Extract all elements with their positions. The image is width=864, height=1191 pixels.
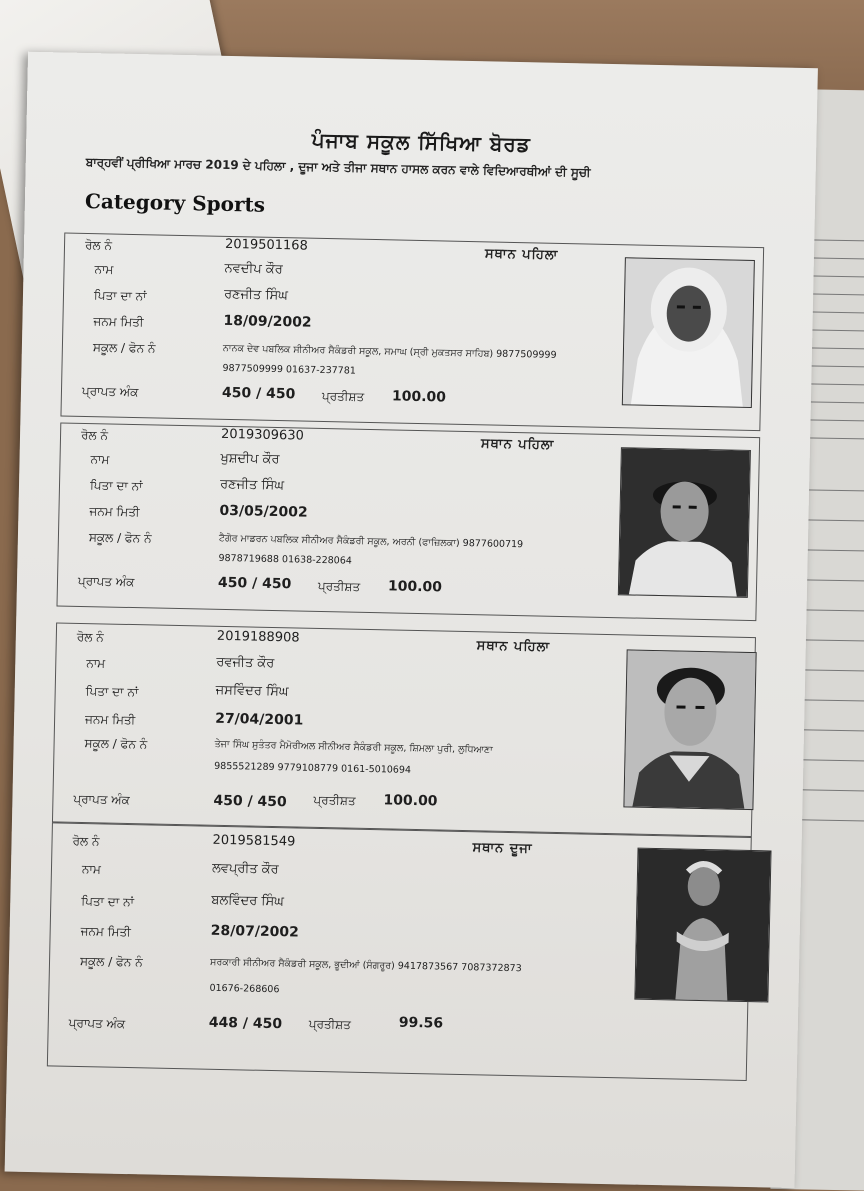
student-card bbox=[56, 422, 760, 621]
name-label: ਨਾਮ bbox=[86, 656, 106, 671]
marks: 450 / 450 bbox=[213, 792, 287, 811]
roll-label: ਰੋਲ ਨੰ bbox=[72, 833, 100, 849]
rank: ਸਥਾਨ ਦੂਜਾ bbox=[472, 840, 533, 857]
phone: 9877509999 01637-237781 bbox=[222, 362, 356, 377]
student-name: ਰਵਜੀਤ ਕੌਰ bbox=[216, 654, 275, 672]
student-card bbox=[52, 622, 756, 837]
marks-label: ਪ੍ਰਾਪਤ ਅੰਕ bbox=[68, 1015, 126, 1031]
roll-number: 2019188908 bbox=[216, 628, 300, 646]
dob-label: ਜਨਮ ਮਿਤੀ bbox=[89, 504, 140, 520]
school-label: ਸਕੂਲ / ਫੋਨ ਨੰ bbox=[79, 954, 143, 970]
father-label: ਪਿਤਾ ਦਾ ਨਾਂ bbox=[85, 684, 139, 700]
student-card bbox=[47, 822, 752, 1081]
student-name: ਖੁਸ਼ਦੀਪ ਕੌਰ bbox=[220, 450, 280, 468]
phone: 9855521289 9779108779 0161-5010694 bbox=[214, 760, 412, 776]
marks: 450 / 450 bbox=[221, 384, 296, 403]
list-subtitle: ਬਾਰ੍ਹਵੀਂ ਪ੍ਰੀਖਿਆ ਮਾਰਚ 2019 ਦੇ ਪਹਿਲਾ , ਦੂਜਾ ਅਤੇ ਤੀਜਾ ਸਥਾਨ ਹਾਸਲ ਕਰਨ ਵਾਲੇ ਵਿਦਿਆਰਥੀਆਂ ਦੀ ਸੂਚੀ bbox=[85, 154, 591, 180]
dob: 18/09/2002 bbox=[223, 312, 312, 331]
rank: ਸਥਾਨ ਪਹਿਲਾ bbox=[476, 638, 551, 655]
father-name: ਬਲਵਿੰਦਰ ਸਿੰਘ bbox=[211, 892, 285, 910]
student-photo bbox=[622, 257, 755, 408]
percent: 100.00 bbox=[383, 792, 438, 810]
percent-label: ਪ੍ਰਤੀਸ਼ਤ bbox=[321, 388, 365, 404]
marks: 448 / 450 bbox=[208, 1014, 283, 1033]
percent-label: ਪ੍ਰਤੀਸ਼ਤ bbox=[308, 1016, 352, 1032]
phone: 9878719688 01638-228064 bbox=[218, 552, 352, 567]
father-name: ਜਸਵਿੰਦਰ ਸਿੰਘ bbox=[215, 682, 289, 700]
name-label: ਨਾਮ bbox=[81, 862, 101, 877]
student-photo bbox=[618, 447, 751, 598]
phone: 01676-268606 bbox=[209, 982, 280, 996]
school: ਸਰਕਾਰੀ ਸੀਨੀਅਰ ਸੈਕੰਡਰੀ ਸਕੂਲ, ਭੂਦੀਆਂ (ਸੰਗਰੂਰ) 9417873567 7087372873 bbox=[209, 956, 522, 975]
student-photo bbox=[634, 848, 771, 1003]
school: ਤੇਜਾ ਸਿੰਘ ਸੁਤੰਤਰ ਮੈਮੋਰੀਅਲ ਸੀਨੀਅਰ ਸੈਕੰਡਰੀ ਸਕੂਲ, ਸ਼ਿਮਲਾ ਪੁਰੀ, ਲੁਧਿਆਣਾ bbox=[214, 738, 493, 756]
percent: 100.00 bbox=[387, 578, 443, 596]
father-name: ਰਣਜੀਤ ਸਿੰਘ bbox=[219, 476, 285, 494]
percent-label: ਪ੍ਰਤੀਸ਼ਤ bbox=[317, 578, 361, 594]
school-label: ਸਕੂਲ / ਫੋਨ ਨੰ bbox=[88, 530, 152, 546]
roll-label: ਰੋਲ ਨੰ bbox=[80, 427, 109, 443]
roll-number: 2019501168 bbox=[224, 236, 308, 254]
father-name: ਰਣਜੀਤ ਸਿੰਘ bbox=[223, 286, 289, 304]
marks: 450 / 450 bbox=[217, 574, 292, 593]
board-title: ਪੰਜਾਬ ਸਕੂਲ ਸਿੱਖਿਆ ਬੋਰਡ bbox=[311, 127, 532, 157]
student-name: ਲਵਪ੍ਰੀਤ ਕੌਰ bbox=[211, 860, 279, 878]
marks-label: ਪ੍ਰਾਪਤ ਅੰਕ bbox=[81, 383, 139, 400]
percent-label: ਪ੍ਰਤੀਸ਼ਤ bbox=[313, 792, 356, 808]
marks-label: ਪ੍ਰਾਪਤ ਅੰਕ bbox=[77, 573, 135, 590]
student-photo bbox=[623, 649, 756, 810]
dob: 03/05/2002 bbox=[219, 502, 308, 521]
dob-label: ਜਨਮ ਮਿਤੀ bbox=[93, 314, 144, 330]
marks-label: ਪ੍ਰਾਪਤ ਅੰਕ bbox=[73, 791, 130, 808]
roll-label: ਰੋਲ ਨੰ bbox=[76, 629, 104, 645]
percent: 99.56 bbox=[398, 1014, 444, 1032]
father-label: ਪਿਤਾ ਦਾ ਨਾਂ bbox=[89, 478, 143, 494]
father-label: ਪਿਤਾ ਦਾ ਨਾਂ bbox=[81, 894, 135, 910]
results-sheet bbox=[5, 52, 818, 1188]
student-card bbox=[60, 233, 764, 432]
roll-label: ਰੋਲ ਨੰ bbox=[84, 237, 113, 253]
dob-label: ਜਨਮ ਮਿਤੀ bbox=[84, 712, 136, 728]
father-label: ਪਿਤਾ ਦਾ ਨਾਂ bbox=[93, 288, 147, 304]
category-heading: Category Sports bbox=[84, 188, 266, 217]
rank: ਸਥਾਨ ਪਹਿਲਾ bbox=[480, 436, 555, 453]
school: ਨਾਨਕ ਦੇਵ ਪਬਲਿਕ ਸੀਨੀਅਰ ਸੈਕੰਡਰੀ ਸਕੂਲ, ਸਮਾਘ (ਸ੍ਰੀ ਮੁਕਤਸਰ ਸਾਹਿਬ) 9877509999 bbox=[222, 342, 557, 361]
dob-label: ਜਨਮ ਮਿਤੀ bbox=[80, 924, 131, 940]
student-name: ਨਵਦੀਪ ਕੌਰ bbox=[224, 260, 283, 278]
dob: 28/07/2002 bbox=[210, 922, 300, 941]
dob: 27/04/2001 bbox=[214, 710, 304, 729]
rank: ਸਥਾਨ ਪਹਿਲਾ bbox=[484, 246, 559, 263]
roll-number: 2019581549 bbox=[212, 832, 296, 850]
roll-number: 2019309630 bbox=[220, 426, 304, 444]
school: ਟੈਗੋਰ ਮਾਡਰਨ ਪਬਲਿਕ ਸੀਨੀਅਰ ਸੈਕੰਡਰੀ ਸਕੂਲ, ਅਰਨੀ (ਫਾਜ਼ਿਲਕਾ) 9877600719 bbox=[218, 532, 524, 551]
school-label: ਸਕੂਲ / ਫੋਨ ਨੰ bbox=[92, 340, 156, 356]
percent: 100.00 bbox=[391, 388, 447, 406]
name-label: ਨਾਮ bbox=[94, 262, 114, 277]
name-label: ਨਾਮ bbox=[90, 452, 110, 467]
school-label: ਸਕੂਲ / ਫੋਨ ਨੰ bbox=[84, 736, 148, 752]
